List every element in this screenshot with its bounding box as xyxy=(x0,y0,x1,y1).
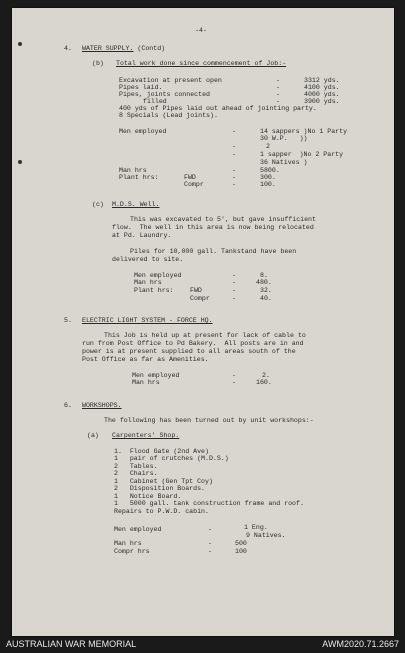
mds-manhrs-value: 480. xyxy=(256,279,272,286)
s6-manhrs-value: 500 xyxy=(235,540,247,547)
dash: - xyxy=(276,91,280,98)
men-no1-sappers: 14 sappers )No 1 Party xyxy=(260,128,348,135)
dash: - xyxy=(232,279,236,286)
s4b-label: (b) xyxy=(92,60,104,67)
men-no2-count: 2 xyxy=(266,143,270,150)
s6a-title: Carpenters' Shop. xyxy=(112,432,180,439)
s5-number: 5. xyxy=(64,317,72,324)
workshop-item: 1 Notice Board. xyxy=(114,493,182,500)
filled-value: 3900 yds. xyxy=(304,98,340,105)
workshop-item: 2 Chairs. xyxy=(114,470,158,477)
dash: - xyxy=(208,526,212,533)
excavation-value: 3312 yds. xyxy=(304,77,340,84)
s6-heading: WORKSHOPS. xyxy=(82,402,122,409)
mds-plant-compr-label: Compr xyxy=(190,295,210,302)
s5-manhrs-value: 160. xyxy=(256,379,272,386)
workshop-item: 2 Disposition Boards. xyxy=(114,485,206,492)
s4-number: 4. xyxy=(64,45,72,52)
punch-hole-top xyxy=(18,42,22,46)
s5-para-line1: This Job is held up at present for lack of cable to xyxy=(104,332,306,339)
pipes-laid-value: 4100 yds. xyxy=(304,84,340,91)
mds-para-line3: at Pd. Laundry. xyxy=(112,232,172,239)
dash: - xyxy=(276,77,280,84)
s4-heading: WATER SUPPLY. (Contd) xyxy=(82,45,166,52)
plant-compr-value: 100. xyxy=(260,181,276,188)
workshop-item: 1. Flood Gate (2nd Ave) xyxy=(114,448,209,455)
specials-note: 8 Specials (Lead joints). xyxy=(119,112,218,119)
dash: - xyxy=(232,295,236,302)
mds-para-line5: delivered to site. xyxy=(112,256,184,263)
s6-number: 6. xyxy=(64,402,72,409)
man-hrs-label: Man hrs xyxy=(119,167,147,174)
filled-label: filled xyxy=(143,98,167,105)
pipes-connected-value: 4000 yds. xyxy=(304,91,340,98)
men-employed-label: Men employed xyxy=(119,128,167,135)
s6-intro: The following has been turned out by unit workshops:- xyxy=(104,417,314,424)
men-no2-natives: 36 Natives ) xyxy=(260,159,308,166)
s6-men-natives: 9 Natives. xyxy=(246,532,286,539)
plant-fwd-value: 300. xyxy=(260,174,276,181)
s6-compr-label: Compr hrs xyxy=(114,548,150,555)
s6-men-label: Men employed xyxy=(114,526,162,533)
plant-compr-label: Compr xyxy=(184,181,204,188)
dash: - xyxy=(208,540,212,547)
workshop-item: 1 pair of crutches (M.D.S.) xyxy=(114,455,229,462)
mds-plant-label: Plant hrs: xyxy=(134,287,174,294)
dash: - xyxy=(232,151,236,158)
s5-para-line2: run from Post Office to Pd Bakery. All posts are in and xyxy=(82,340,304,347)
dash: - xyxy=(232,372,236,379)
mds-men-value: 8. xyxy=(260,272,268,279)
dash: - xyxy=(232,143,236,150)
dash: - xyxy=(232,167,236,174)
mds-plant-fwd-value: 32. xyxy=(260,287,272,294)
s5-men-value: 2. xyxy=(262,372,270,379)
workshop-item: 2 Tables. xyxy=(114,463,158,470)
dash: - xyxy=(232,379,236,386)
men-no2-sapper: 1 sapper )No 2 Party xyxy=(260,151,344,158)
s4c-title: M.D.S. Well. xyxy=(112,201,160,208)
mds-para-line2: flow. The well in this area is now being relocated xyxy=(112,224,314,231)
dash: - xyxy=(232,272,236,279)
page-number: -4- xyxy=(195,27,207,34)
s4c-label: (c) xyxy=(92,201,104,208)
dash: - xyxy=(232,174,236,181)
s6a-label: (a) xyxy=(87,432,99,439)
footer-source: AUSTRALIAN WAR MEMORIAL xyxy=(6,639,137,649)
dash: - xyxy=(232,287,236,294)
man-hrs-value: 5800. xyxy=(260,167,280,174)
dash: - xyxy=(232,181,236,188)
mds-manhrs-label: Man hrs xyxy=(134,279,162,286)
dash: - xyxy=(276,98,280,105)
s6-men-eng: 1 Eng. xyxy=(244,524,268,531)
s6-compr-value: 100 xyxy=(235,548,247,555)
excavation-label: Excavation at present open xyxy=(119,77,222,84)
s6-manhrs-label: Man hrs xyxy=(114,540,142,547)
workshop-item: Repairs to P.W.D. cabin. xyxy=(114,508,209,515)
s4b-title: Total work done since commencement of Job:- xyxy=(116,60,287,67)
s5-para-line4: Post Office as far as Amenities. xyxy=(82,356,209,363)
s5-men-label: Men employed xyxy=(132,372,180,379)
s5-heading: ELECTRIC LIGHT SYSTEM - FORCE HQ. xyxy=(82,317,213,324)
ahead-note: 400 yds of Pipes laid out ahead of jointing party. xyxy=(119,105,317,112)
dash: - xyxy=(276,84,280,91)
plant-fwd-label: FWD xyxy=(184,174,196,181)
men-no1-wp: 30 W.P. )) xyxy=(260,135,308,142)
document-page xyxy=(12,8,394,636)
workshop-item: 1 Cabinet (Gen Tpt Coy) xyxy=(114,478,213,485)
workshop-item: 1 5000 gall. tank construction frame and roof. xyxy=(114,500,304,507)
plant-hrs-label: Plant hrs: xyxy=(119,174,159,181)
dash: - xyxy=(232,128,236,135)
mds-plant-compr-value: 40. xyxy=(260,295,272,302)
footer-accession: AWM2020.71.2667 xyxy=(322,639,399,649)
s5-manhrs-label: Man hrs xyxy=(132,379,160,386)
s5-para-line3: power is at present supplied to all areas south of the xyxy=(82,348,296,355)
mds-plant-fwd-label: FWD xyxy=(190,287,202,294)
dash: - xyxy=(208,548,212,555)
punch-hole-bottom xyxy=(18,160,22,164)
mds-para-line4: Piles for 10,000 gall. Tankstand have been xyxy=(130,248,297,255)
mds-men-label: Men employed xyxy=(134,272,182,279)
mds-para-line1: This was excavated to 5', but gave insufficient xyxy=(130,216,316,223)
pipes-laid-label: Pipes laid. xyxy=(119,84,163,91)
pipes-connected-label: Pipes, joints connected xyxy=(119,91,211,98)
